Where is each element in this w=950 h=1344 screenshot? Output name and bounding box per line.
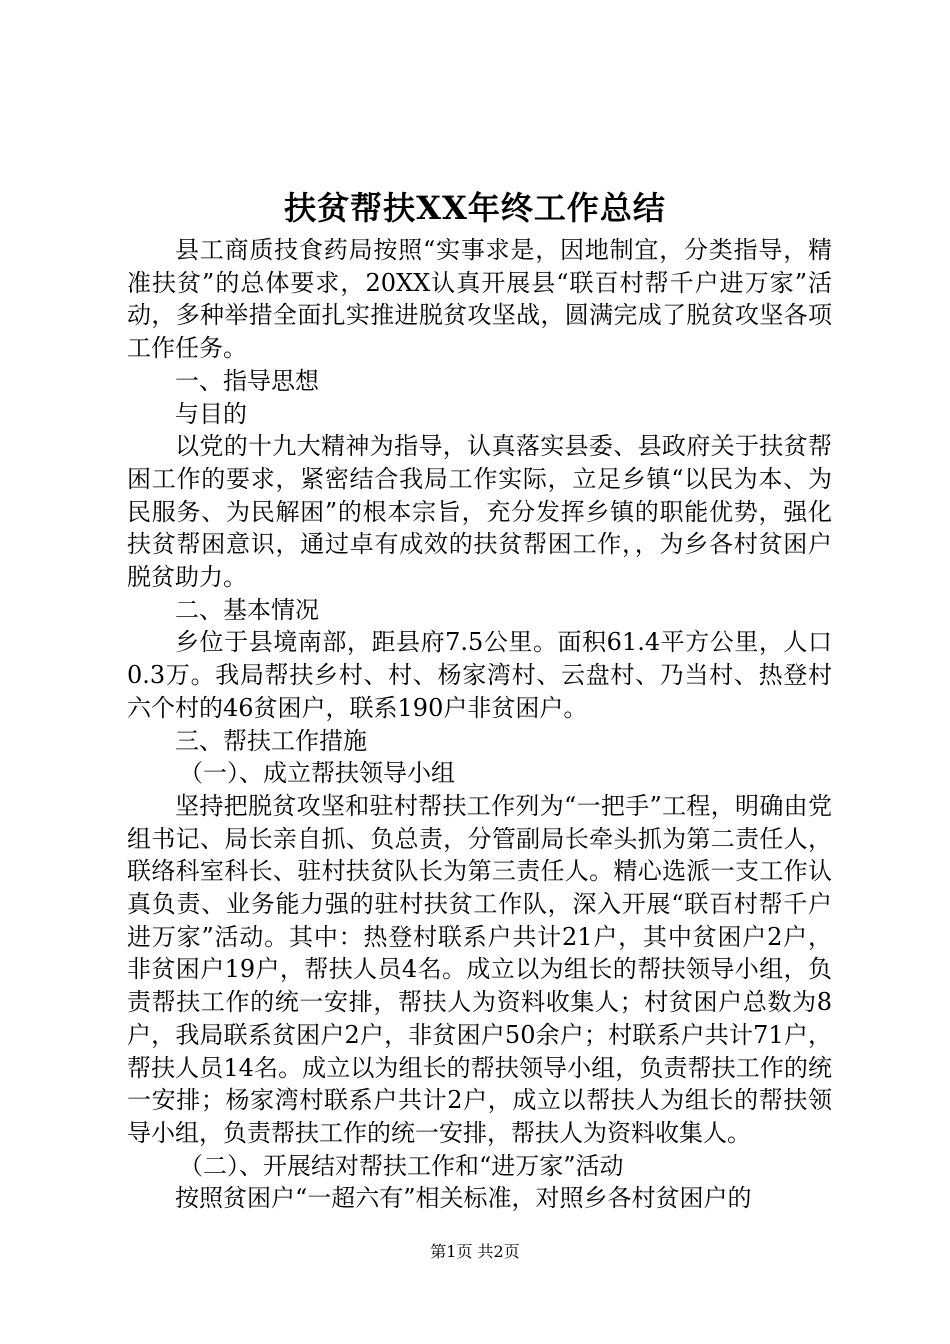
intro-paragraph: 县工商质技食药局按照“实事求是，因地制宜，分类指导，精准扶贫”的总体要求，20XX认真开展县“联百村帮千户进万家”活动，多种举措全面扎实推进脱贫攻坚战，圆满完成了脱贫攻坚各项工作任务。 — [127, 236, 832, 363]
leadership-group-paragraph: 坚持把脱贫攻坚和驻村帮扶工作列为“一把手”工程，明确由党组书记、局长亲自抓、负总责，分管副局长牵头抓为第二责任人，联络科室科长、驻村扶贫队长为第三责任人。精心选派一支工作认真负责、业务能力强的驻村扶贫工作队，深入开展“联百村帮千户进万家”活动。其中：热登村联系户共计21户，其中贫困户2户，非贫困户19户，帮扶人员4名。成立以为组长的帮扶领导小组，负责帮扶工作的统一安排，帮扶人为资料收集人；村贫困户总数为8户，我局联系贫困户2户，非贫困户50余户；村联系户共计71户，帮扶人员14名。成立以为组长的帮扶领导小组，负责帮扶工作的统一安排；杨家湾村联系户共计2户，成立以帮扶人为组长的帮扶领导小组，负责帮扶工作的统一安排，帮扶人为资料收集人。 — [127, 791, 832, 1147]
subsection-heading-leadership-group: （一）、成立帮扶领导小组 — [179, 759, 455, 788]
guiding-thought-paragraph: 以党的十九大精神为指导，认真落实县委、县政府关于扶贫帮困工作的要求，紧密结合我局工作实际，立足乡镇“以民为本、为民服务、为民解困”的根本宗旨，充分发挥乡镇的职能优势，强化扶贫帮困意识，通过卓有成效的扶贫帮困工作，，为乡各村贫困户脱贫助力。 — [127, 432, 832, 592]
section-heading-purpose: 与目的 — [175, 399, 247, 428]
document-title: 扶贫帮扶XX年终工作总结 — [284, 189, 666, 227]
pairing-assistance-paragraph: 按照贫困户“一超六有”相关标准，对照乡各村贫困户的 — [175, 1184, 752, 1213]
basic-situation-paragraph: 乡位于县境南部，距县府7.5公里。面积61.4平方公里，人口0.3万。我局帮扶乡村、村、杨家湾村、云盘村、乃当村、热登村六个村的46贫困户，联系190户非贫困户。 — [127, 628, 832, 722]
section-heading-measures: 三、帮扶工作措施 — [175, 726, 367, 755]
document-body — [127, 234, 832, 1215]
page-number-footer: 第1页 共2页 — [430, 1242, 520, 1261]
section-heading-guiding-thought: 一、指导思想 — [175, 366, 319, 395]
section-heading-basic-situation: 二、基本情况 — [175, 595, 319, 624]
subsection-heading-pairing-assistance: （二）、开展结对帮扶工作和“进万家”活动 — [179, 1151, 624, 1180]
